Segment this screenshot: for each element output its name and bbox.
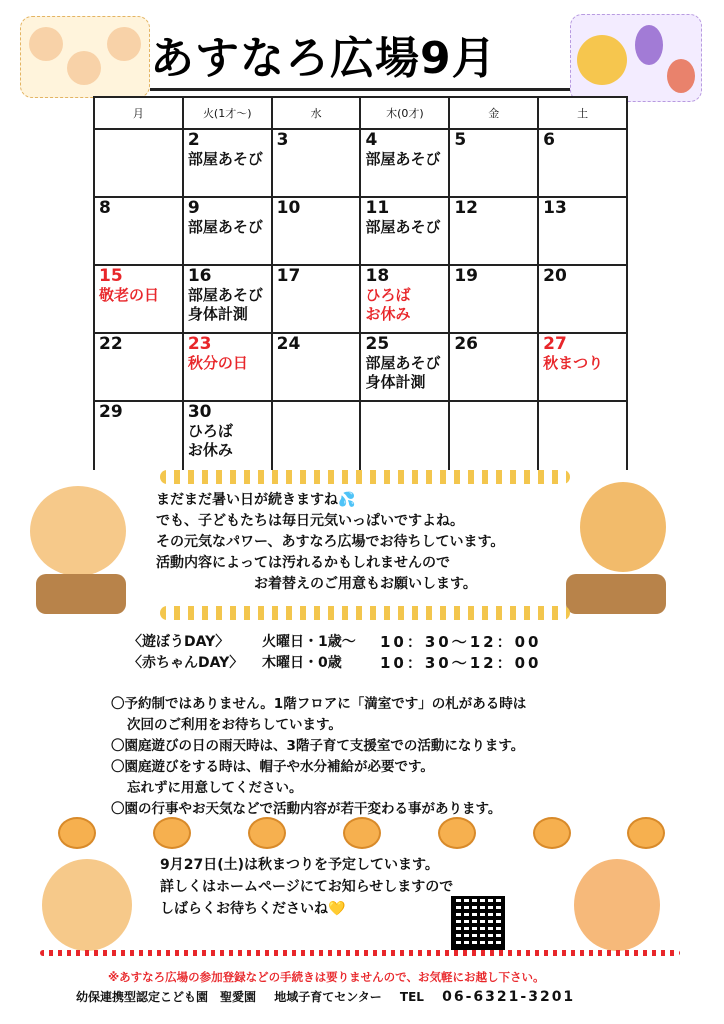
day-event: 部屋あそび xyxy=(365,218,441,236)
day-number: 3 xyxy=(276,130,289,150)
day-number: 5 xyxy=(454,130,467,150)
cat-festival-illustration xyxy=(574,859,660,951)
calendar-header-row xyxy=(94,97,627,129)
note-line: 次回のご利用をお待ちしています。 xyxy=(127,717,342,733)
lantern-icon xyxy=(58,817,96,849)
message-line: でも、子どもたちは毎日元気いっぱいですよね。 xyxy=(156,513,464,529)
calendar-day-cell xyxy=(272,333,361,401)
day-number: 11 xyxy=(365,198,390,218)
calendar-day-cell xyxy=(538,197,627,265)
calendar-day-cell xyxy=(272,401,361,470)
schedule-name: 〈赤ちゃんDAY〉 xyxy=(128,655,244,671)
schedule-row xyxy=(128,632,608,653)
weekday-header: 金 xyxy=(449,97,538,129)
day-number: 25 xyxy=(365,334,390,354)
day-event: 敬老の日 xyxy=(99,286,160,304)
weekday-header: 月 xyxy=(94,97,183,129)
day-number: 10 xyxy=(276,198,301,218)
day-number: 6 xyxy=(543,130,555,150)
note-line: 〇園庭遊びの日の雨天時は、3階子育て支援室での活動になります。 xyxy=(111,738,525,754)
calendar-day-cell xyxy=(183,333,272,401)
child-face-icon xyxy=(29,27,63,61)
footer-org: 幼保連携型認定こども園 聖愛園 xyxy=(76,990,257,1004)
qr-code[interactable] xyxy=(451,896,505,950)
schedule-day: 火曜日・1歳〜 xyxy=(262,634,356,650)
schedule-time: 10：30〜12：00 xyxy=(380,633,542,651)
weekday-header: 土 xyxy=(538,97,627,129)
calendar-day-cell xyxy=(538,265,627,333)
calendar-week-row xyxy=(94,129,627,197)
day-number: 20 xyxy=(543,266,567,286)
lantern-icon xyxy=(627,817,665,849)
calendar-day-cell xyxy=(272,197,361,265)
lantern-icon xyxy=(533,817,571,849)
calendar-day-cell xyxy=(94,401,183,470)
footer-tel: 06-6321-3201 xyxy=(442,989,576,1005)
lantern-garland xyxy=(30,815,694,851)
message-line: お着替えのご用意もお願いします。 xyxy=(156,576,477,592)
calendar-table xyxy=(93,96,628,470)
calendar-day-cell xyxy=(183,401,272,470)
lantern-icon xyxy=(248,817,286,849)
calendar-day-cell xyxy=(272,265,361,333)
calendar-day-cell xyxy=(183,197,272,265)
calendar-day-cell xyxy=(538,401,627,470)
footer-note: ※あすなろ広場の参加登録などの手続きは要りませんので、お気軽にお越し下さい。 xyxy=(108,970,545,984)
day-number: 23 xyxy=(187,334,212,354)
calendar-day-cell xyxy=(449,265,538,333)
note-line: 〇予約制ではありません。1階フロアに「満室です」の札がある時は xyxy=(111,696,527,712)
day-event: ひろば お休み xyxy=(187,422,233,459)
day-event: 部屋あそび xyxy=(187,150,263,168)
day-number: 30 xyxy=(187,402,212,422)
day-number: 22 xyxy=(99,334,123,354)
squirrel-boy-illustration xyxy=(580,482,666,572)
schedule-day: 木曜日・0歳 xyxy=(262,655,342,671)
squirrel-icon xyxy=(667,59,695,93)
calendar-day-cell xyxy=(360,401,449,470)
day-number: 13 xyxy=(543,198,567,218)
footer-tel-label: TEL xyxy=(399,990,424,1004)
lantern-icon xyxy=(343,817,381,849)
festival-line: 9月27日(土)は秋まつりを予定しています。 xyxy=(160,857,439,873)
day-number: 19 xyxy=(454,266,478,286)
weekday-header: 火(1才〜) xyxy=(183,97,272,129)
calendar-week-row xyxy=(94,401,627,470)
day-event: ひろば お休み xyxy=(365,286,411,323)
day-number: 24 xyxy=(276,334,301,354)
bear-girl-illustration xyxy=(30,486,126,576)
day-number: 17 xyxy=(276,266,301,286)
calendar-day-cell xyxy=(94,129,183,197)
schedule-row xyxy=(128,653,608,674)
child-face-icon xyxy=(67,51,101,85)
ginkgo-garland-top xyxy=(160,470,570,484)
dotted-divider xyxy=(40,950,680,956)
lantern-icon xyxy=(153,817,191,849)
note-line: 〇園の行事やお天気などで活動内容が若干変わる事があります。 xyxy=(111,801,502,817)
calendar-day-cell xyxy=(449,197,538,265)
message-line: 活動内容によっては汚れるかもしれませんので xyxy=(156,555,450,571)
day-number: 2 xyxy=(187,130,200,150)
stump-icon xyxy=(36,574,126,614)
fox-icon xyxy=(577,35,627,85)
children-illustration xyxy=(20,16,150,98)
calendar-day-cell xyxy=(94,265,183,333)
schedule-time: 10：30〜12：00 xyxy=(380,654,542,672)
day-number: 9 xyxy=(187,198,200,218)
calendar-day-cell xyxy=(449,129,538,197)
calendar-day-cell xyxy=(183,265,272,333)
message-line: まだまだ暑い日が続きますね💦 xyxy=(156,492,356,508)
footer-contact xyxy=(76,988,676,1005)
message-text xyxy=(156,490,586,595)
day-event: 部屋あそび 身体計測 xyxy=(365,354,441,391)
footer-center: 地域子育てセンター xyxy=(274,990,382,1004)
day-event: 部屋あそび 身体計測 xyxy=(187,286,263,323)
title-underline xyxy=(150,88,570,91)
calendar-day-cell xyxy=(360,197,449,265)
calendar-day-cell xyxy=(272,129,361,197)
day-number: 29 xyxy=(99,402,123,422)
day-number: 27 xyxy=(543,334,567,354)
calendar-day-cell xyxy=(449,333,538,401)
day-number: 15 xyxy=(99,266,123,286)
day-event: 部屋あそび xyxy=(365,150,441,168)
day-event: 秋まつり xyxy=(543,354,604,372)
grapes-icon xyxy=(635,25,663,65)
day-event: 秋分の日 xyxy=(187,354,248,372)
calendar-day-cell xyxy=(360,265,449,333)
festival-line: 詳しくはホームページにてお知らせしますので xyxy=(160,879,454,895)
day-number: 4 xyxy=(365,130,378,150)
calendar-day-cell xyxy=(449,401,538,470)
day-number: 16 xyxy=(187,266,212,286)
note-line: 〇園庭遊びをする時は、帽子や水分補給が必要です。 xyxy=(111,759,434,775)
calendar-week-row xyxy=(94,265,627,333)
calendar-day-cell xyxy=(538,333,627,401)
calendar-day-cell xyxy=(360,333,449,401)
day-number: 12 xyxy=(454,198,478,218)
bear-festival-illustration xyxy=(42,859,132,951)
calendar-day-cell xyxy=(360,129,449,197)
calendar-week-row xyxy=(94,197,627,265)
weekday-header: 水 xyxy=(272,97,361,129)
day-number: 18 xyxy=(365,266,390,286)
fox-grapes-illustration xyxy=(570,14,702,102)
day-event: 部屋あそび xyxy=(187,218,263,236)
schedule-block xyxy=(128,632,608,674)
child-face-icon xyxy=(107,27,141,61)
lantern-icon xyxy=(438,817,476,849)
weekday-header: 木(0才) xyxy=(360,97,449,129)
festival-line: しばらくお待ちくださいね💛 xyxy=(160,901,346,917)
notes-list xyxy=(111,694,611,820)
schedule-name: 〈遊ぼうDAY〉 xyxy=(128,634,230,650)
page-title: あすなろ広場9月 xyxy=(150,33,497,84)
day-number: 26 xyxy=(454,334,478,354)
day-number: 8 xyxy=(99,198,111,218)
message-line: その元気なパワー、あすなろ広場でお待ちしています。 xyxy=(156,534,505,550)
calendar-day-cell xyxy=(183,129,272,197)
calendar-week-row xyxy=(94,333,627,401)
ginkgo-garland-bottom xyxy=(160,606,570,620)
calendar-day-cell xyxy=(94,197,183,265)
calendar-day-cell xyxy=(94,333,183,401)
calendar-day-cell xyxy=(538,129,627,197)
note-line: 忘れずに用意してください。 xyxy=(127,780,303,796)
